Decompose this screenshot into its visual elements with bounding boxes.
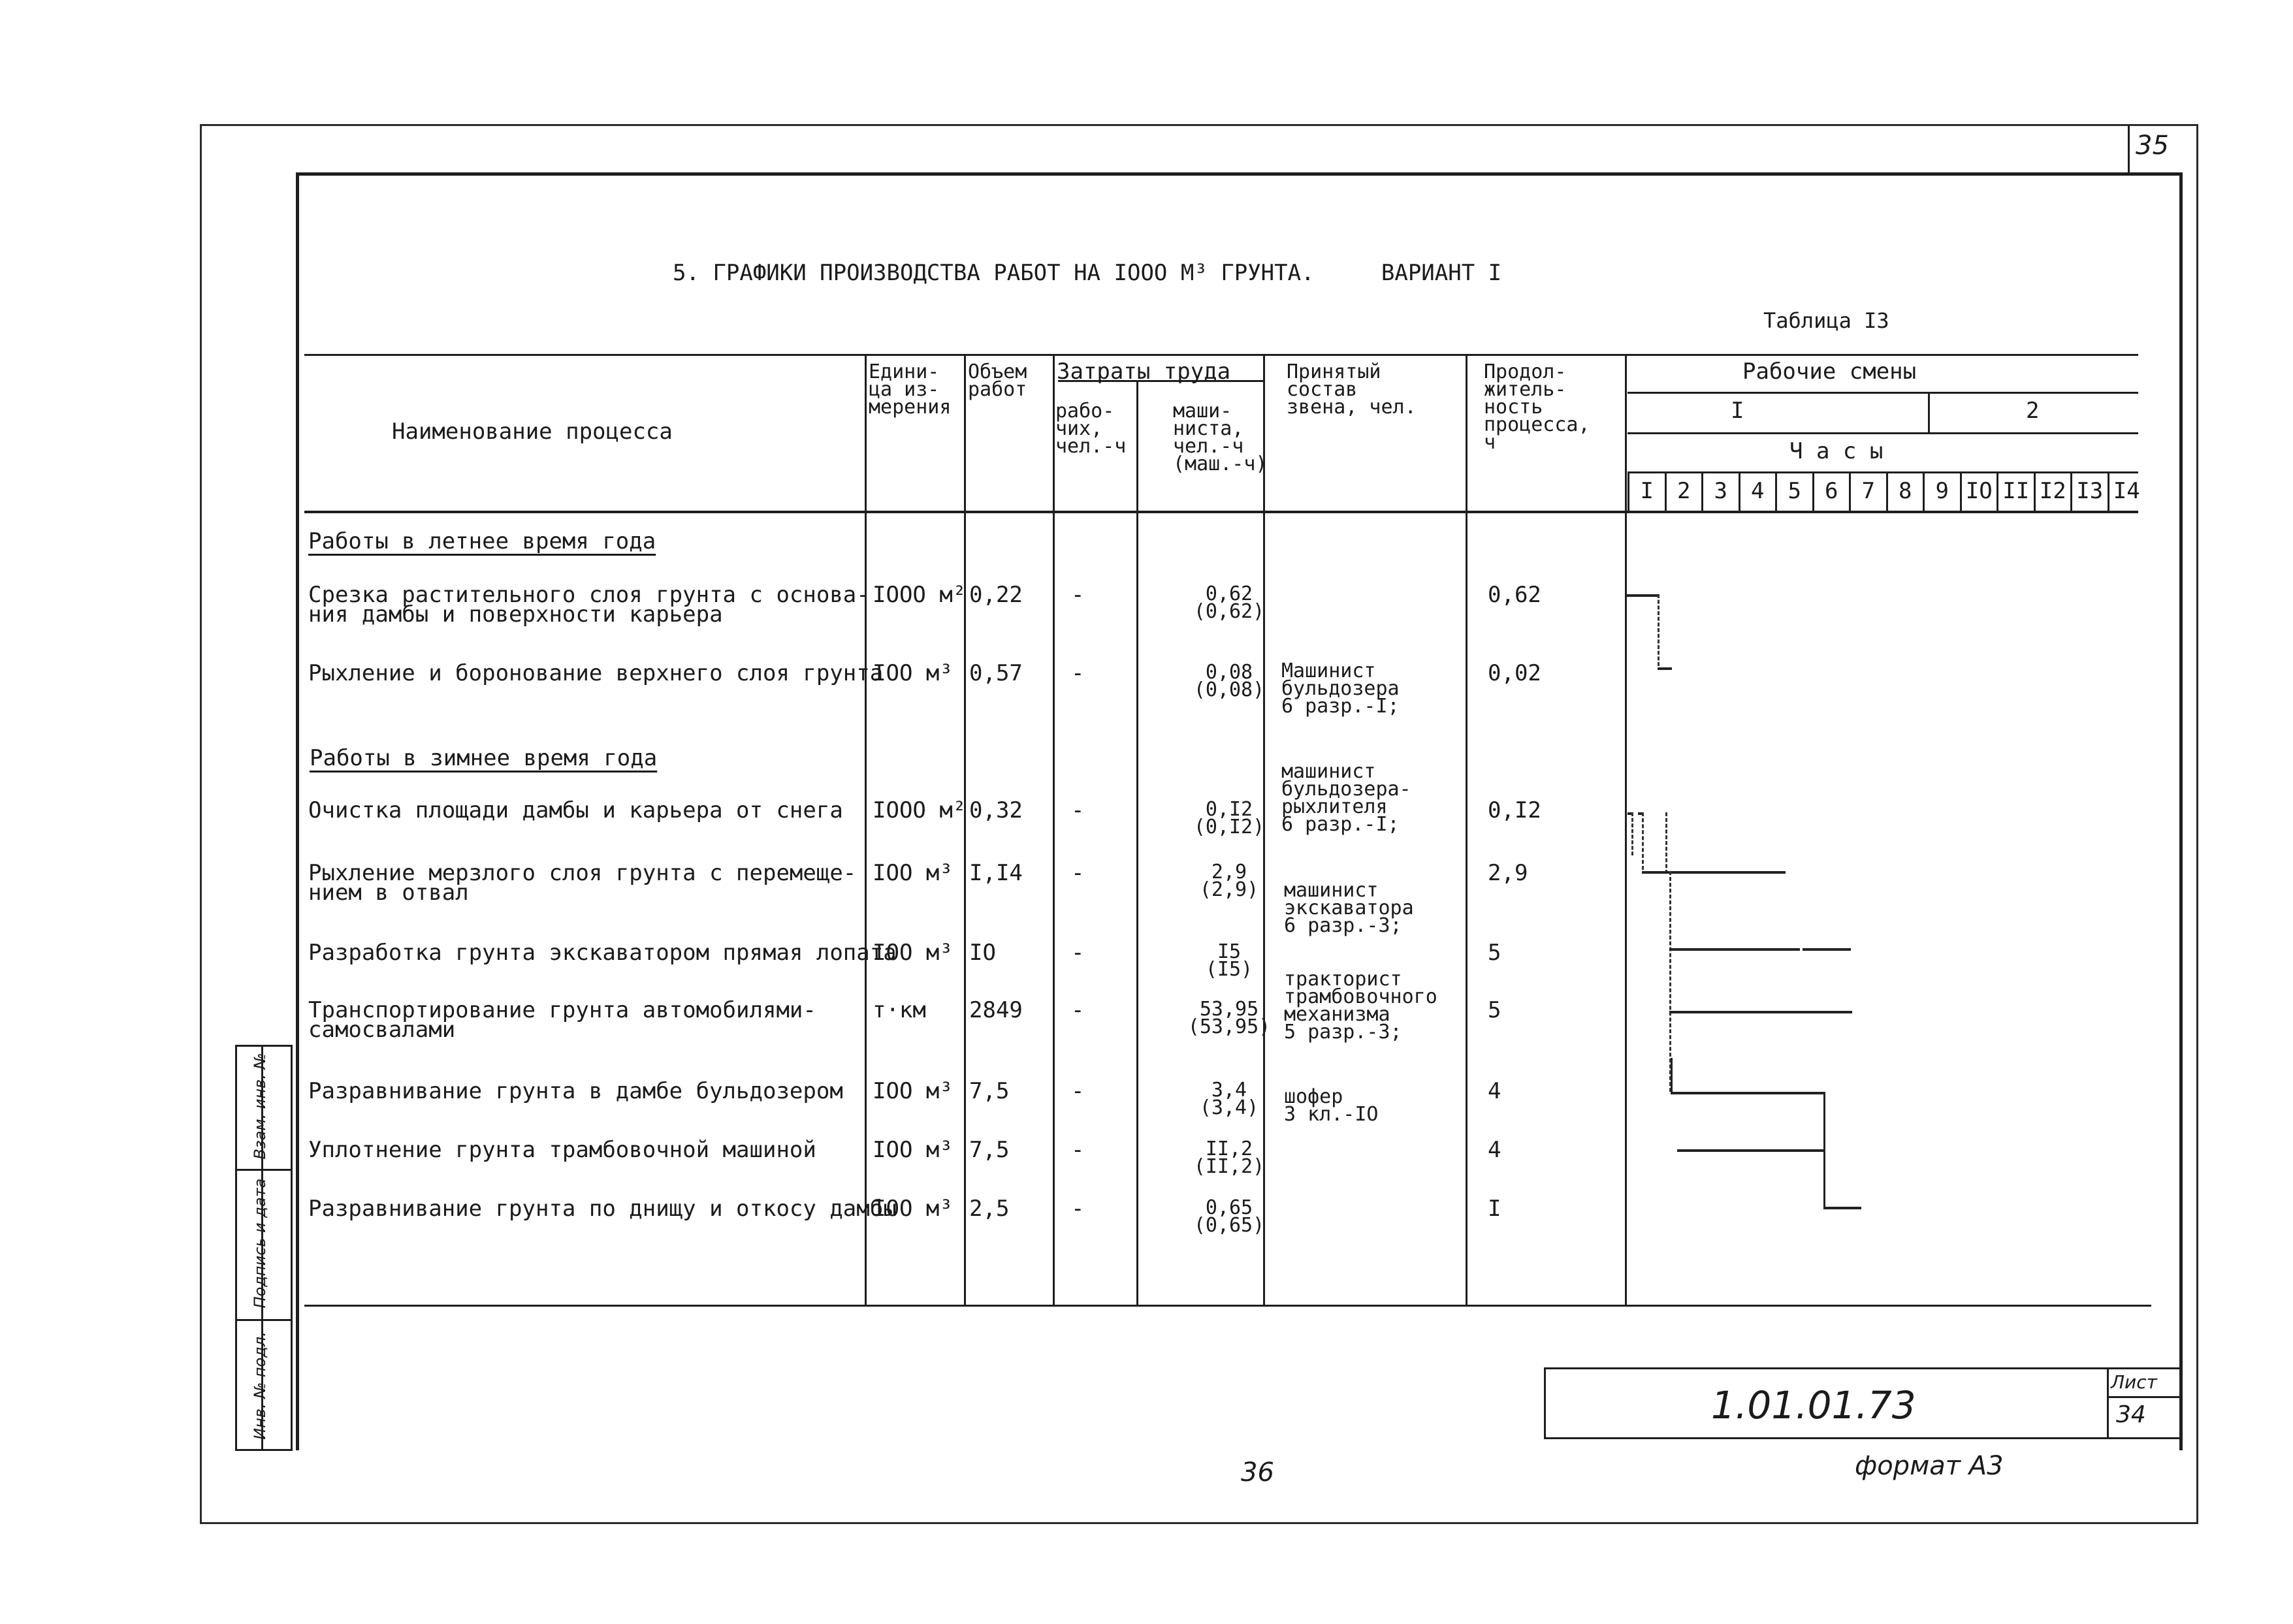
hour-cell: 2 <box>1665 471 1702 511</box>
cell-machinists: 0,I2 (0,I2) <box>1193 798 1265 838</box>
cell-machinists: 53,95 (53,95) <box>1187 998 1271 1038</box>
header-shift-2: 2 <box>2026 398 2040 424</box>
cell-workers: - <box>1071 1196 1085 1222</box>
cell-duration: 0,I2 <box>1488 797 1541 823</box>
footer-page-number: 36 <box>1241 1457 1274 1488</box>
cell-unit: IOO м³ <box>873 1137 953 1163</box>
header-labor: Затраты труда <box>1057 358 1231 385</box>
stamp-inv-label: Инв. № подл. <box>251 1331 269 1440</box>
stamp-sign-label: Подпись и дата <box>251 1178 269 1309</box>
header-name: Наименование процесса <box>392 419 673 445</box>
cell-machinists: 2,9 (2,9) <box>1199 861 1259 901</box>
cell-unit: IOO м³ <box>873 1078 953 1104</box>
cell-unit: IOOO м² <box>873 797 967 823</box>
cell-name: Срезка растительного слоя грунта с основа- ния дамбы и поверхности карьера <box>308 582 870 628</box>
crew-3: машинист экскаватора 6 разр.-3; <box>1284 879 1414 937</box>
cell-machinists: 0,65 (0,65) <box>1193 1196 1265 1237</box>
cell-workers: - <box>1071 660 1085 686</box>
cell-workers: - <box>1071 797 1085 823</box>
cell-workers: - <box>1071 940 1085 966</box>
cell-duration: 5 <box>1488 940 1501 966</box>
cell-volume: I,I4 <box>969 860 1023 886</box>
crew-5: шофер 3 кл.-IO <box>1284 1085 1379 1126</box>
cell-volume: 0,22 <box>969 582 1023 608</box>
header-hours: Ч а с ы <box>1789 438 1884 464</box>
sheet-label: Лист <box>2111 1371 2157 1393</box>
cell-name: Рыхление и боронование верхнего слоя грунта <box>308 660 884 686</box>
cell-machinists: 3,4 (3,4) <box>1199 1079 1259 1119</box>
header-machinists: маши- ниста, чел.-ч (маш.-ч) <box>1173 400 1268 475</box>
cell-workers: - <box>1071 860 1085 886</box>
crew-4: тракторист трамбовочного механизма 5 разр.-3; <box>1284 968 1437 1043</box>
hour-cell: IO <box>1960 471 1997 511</box>
hour-cell: I4 <box>2108 471 2145 511</box>
cell-machinists: 0,62 (0,62) <box>1193 582 1265 623</box>
cell-workers: - <box>1071 582 1085 608</box>
header-crew: Принятый состав звена, чел. <box>1287 360 1417 419</box>
cell-volume: IO <box>969 940 996 966</box>
hour-cell: 3 <box>1701 471 1739 511</box>
hour-cell: 5 <box>1775 471 1812 511</box>
cell-name: Разработка грунта экскаватором прямая лопата <box>308 940 897 966</box>
crew-2: машинист бульдозера- рыхлителя 6 разр.-I; <box>1281 760 1411 836</box>
cell-unit: IOO м³ <box>873 1196 953 1222</box>
table-label: Таблица I3 <box>1763 308 1889 333</box>
header-duration: Продол- житель- ность процесса, ч <box>1484 360 1590 454</box>
cell-name: Рыхление мерзлого слоя грунта с перемеще- нием в отвал <box>308 860 857 906</box>
cell-workers: - <box>1071 1078 1085 1104</box>
hour-cell: 6 <box>1812 471 1850 511</box>
cell-unit: IOOO м² <box>873 582 967 608</box>
cell-name: Транспортирование грунта автомобилями- самосвалами <box>308 997 816 1043</box>
cell-machinists: II,2 (II,2) <box>1193 1138 1265 1178</box>
cell-duration: 5 <box>1488 997 1501 1023</box>
hour-cell: I3 <box>2070 471 2108 511</box>
hour-cell: II <box>1996 471 2034 511</box>
cell-workers: - <box>1071 1137 1085 1163</box>
hour-cell: I2 <box>2034 471 2071 511</box>
hour-cell: 9 <box>1923 471 1960 511</box>
header-shifts: Рабочие смены <box>1742 358 1917 385</box>
hour-cell: I <box>1628 471 1665 511</box>
cell-machinists: I5 (I5) <box>1205 940 1253 981</box>
hour-cell: 8 <box>1886 471 1923 511</box>
cell-duration: 4 <box>1488 1137 1501 1163</box>
cell-volume: 0,57 <box>969 660 1023 686</box>
page-title: 5. ГРАФИКИ ПРОИЗВОДСТВА РАБОТ НА IOOO М³ ГРУНТА. ВАРИАНТ I <box>673 260 1502 286</box>
cell-name: Уплотнение грунта трамбовочной машиной <box>308 1137 816 1163</box>
header-volume: Объем работ <box>968 360 1027 401</box>
cell-duration: 2,9 <box>1488 860 1528 886</box>
hour-cell: 7 <box>1849 471 1886 511</box>
cell-duration: I <box>1488 1196 1501 1222</box>
footer-format: формат А3 <box>1855 1451 2004 1481</box>
cell-unit: т·км <box>873 997 926 1023</box>
cell-duration: 0,62 <box>1488 582 1541 608</box>
header-shift-1: I <box>1731 398 1744 424</box>
page-number-top: 35 <box>2136 131 2169 161</box>
cell-volume: 7,5 <box>969 1078 1010 1104</box>
crew-1: Машинист бульдозера 6 разр.-I; <box>1281 660 1400 718</box>
section-summer: Работы в летнее время года <box>308 528 656 554</box>
cell-volume: 2849 <box>969 997 1023 1023</box>
cell-unit: IOO м³ <box>873 860 953 886</box>
cell-unit: IOO м³ <box>873 940 953 966</box>
cell-workers: - <box>1071 997 1085 1023</box>
cell-name: Очистка площади дамбы и карьера от снега <box>308 797 843 823</box>
doc-code: 1.01.01.73 <box>1711 1383 1916 1427</box>
cell-duration: 0,02 <box>1488 660 1541 686</box>
cell-machinists: 0,08 (0,08) <box>1193 661 1265 701</box>
cell-name: Разравнивание грунта в дамбе бульдозером <box>308 1078 843 1104</box>
cell-unit: IOO м³ <box>873 660 953 686</box>
cell-volume: 2,5 <box>969 1196 1010 1222</box>
header-workers: рабо- чих, чел.-ч <box>1055 400 1127 458</box>
section-winter: Работы в зимнее время года <box>310 745 658 771</box>
stamp-replace-label: Взам. инв. № <box>251 1053 269 1160</box>
sheet-number: 34 <box>2116 1401 2146 1428</box>
hour-cell: 4 <box>1739 471 1776 511</box>
cell-name: Разравнивание грунта по днищу и откосу дамбы <box>308 1196 897 1222</box>
cell-volume: 0,32 <box>969 797 1023 823</box>
header-unit: Едини- ца из- мерения <box>869 360 952 419</box>
cell-volume: 7,5 <box>969 1137 1010 1163</box>
cell-duration: 4 <box>1488 1078 1501 1104</box>
